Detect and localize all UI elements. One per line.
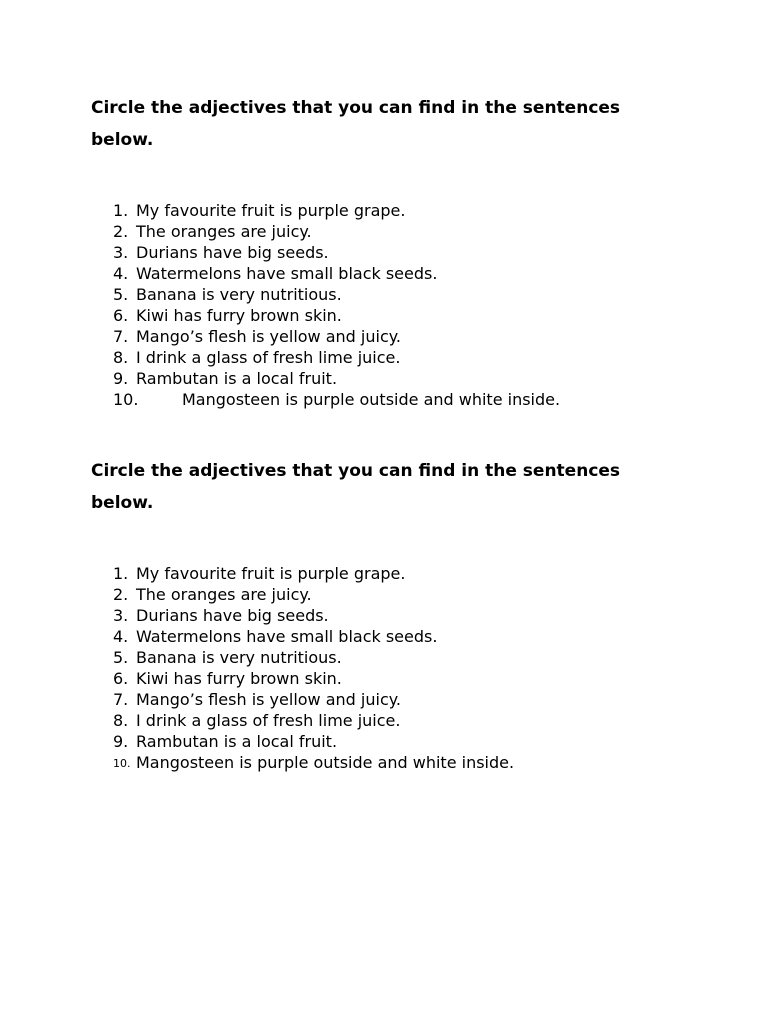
item-number: 2. (113, 585, 129, 604)
item-text: Rambutan is a local fruit. (136, 732, 338, 751)
item-text: Mango’s flesh is yellow and juicy. (136, 690, 402, 709)
item-number: 9. (113, 369, 129, 388)
item-number: 1. (113, 564, 129, 583)
list-item (0, 731, 768, 752)
item-text: Durians have big seeds. (136, 243, 329, 262)
item-text: Kiwi has furry brown skin. (136, 306, 342, 325)
item-text: Rambutan is a local fruit. (136, 369, 338, 388)
item-text: Kiwi has furry brown skin. (136, 669, 342, 688)
list-item (0, 605, 768, 626)
item-text: I drink a glass of fresh lime juice. (136, 348, 401, 367)
list-item (0, 563, 768, 584)
list-item (0, 710, 768, 731)
item-text: I drink a glass of fresh lime juice. (136, 711, 401, 730)
list-item (0, 263, 768, 284)
instruction-heading: Circle the adjectives that you can find in the sentences below. (91, 461, 621, 513)
list-item (0, 221, 768, 242)
instruction-heading: Circle the adjectives that you can find in the sentences below. (91, 98, 621, 150)
list-item (0, 326, 768, 347)
item-text: My favourite fruit is purple grape. (136, 201, 406, 220)
worksheet-section-2 (0, 455, 768, 773)
list-item (0, 752, 768, 773)
item-text: Watermelons have small black seeds. (136, 264, 438, 283)
item-number: 1. (113, 201, 129, 220)
item-number: 3. (113, 243, 129, 262)
item-text: Mangosteen is purple outside and white inside. (136, 753, 515, 772)
item-text: Banana is very nutritious. (136, 648, 342, 667)
item-number: 3. (113, 606, 129, 625)
item-text: Mango’s flesh is yellow and juicy. (136, 327, 402, 346)
item-number: 6. (113, 306, 129, 325)
list-item (0, 626, 768, 647)
item-number: 10. (113, 390, 139, 409)
item-number: 8. (113, 348, 129, 367)
item-number: 4. (113, 627, 129, 646)
list-item (0, 368, 768, 389)
item-text: Watermelons have small black seeds. (136, 627, 438, 646)
list-item (0, 389, 768, 410)
worksheet-section-1 (0, 92, 768, 410)
item-number: 6. (113, 669, 129, 688)
item-number: 8. (113, 711, 129, 730)
list-item (0, 647, 768, 668)
sentence-list (0, 200, 768, 410)
item-number: 2. (113, 222, 129, 241)
list-item (0, 242, 768, 263)
item-number: 10. (113, 757, 131, 770)
item-number: 5. (113, 285, 129, 304)
item-text: The oranges are juicy. (136, 222, 312, 241)
list-item (0, 689, 768, 710)
item-number: 7. (113, 327, 129, 346)
item-text: My favourite fruit is purple grape. (136, 564, 406, 583)
item-text: Banana is very nutritious. (136, 285, 342, 304)
list-item (0, 284, 768, 305)
item-text: Durians have big seeds. (136, 606, 329, 625)
item-number: 7. (113, 690, 129, 709)
sentence-list (0, 563, 768, 773)
list-item (0, 305, 768, 326)
item-number: 5. (113, 648, 129, 667)
list-item (0, 584, 768, 605)
item-number: 9. (113, 732, 129, 751)
item-number: 4. (113, 264, 129, 283)
list-item (0, 347, 768, 368)
item-text: The oranges are juicy. (136, 585, 312, 604)
list-item (0, 668, 768, 689)
item-text: Mangosteen is purple outside and white inside. (182, 390, 561, 409)
list-item (0, 200, 768, 221)
